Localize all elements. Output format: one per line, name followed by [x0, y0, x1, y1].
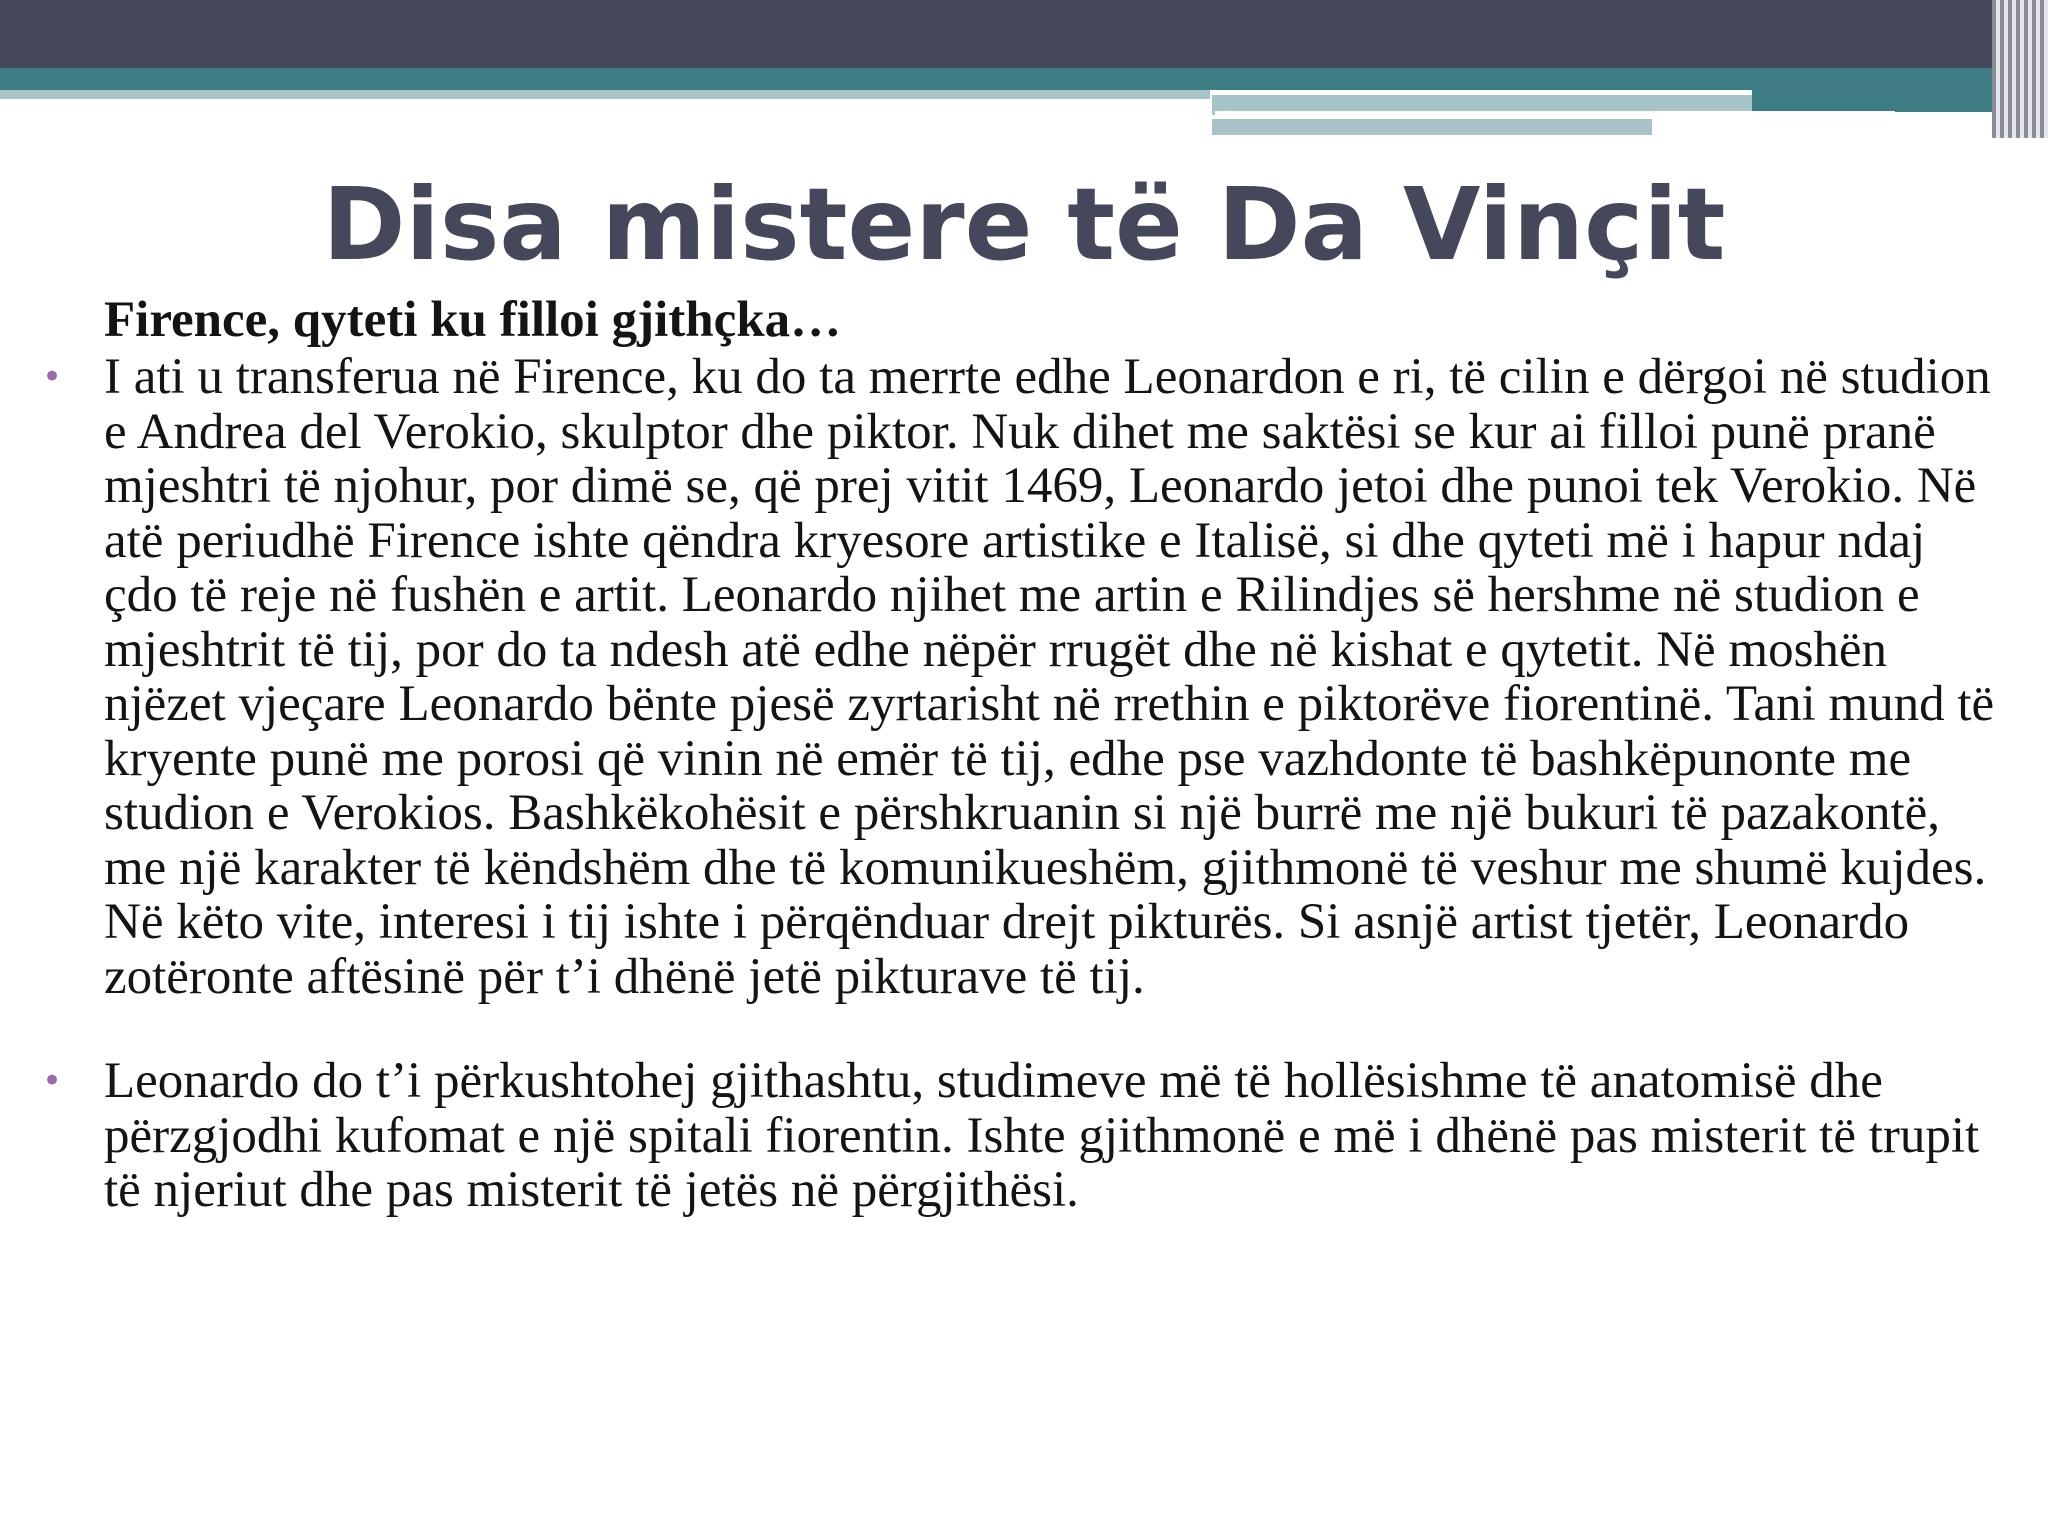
header-teal-bar: [0, 68, 1992, 90]
header-white-line: [1215, 111, 1895, 115]
bullet-item: [42, 1053, 2004, 1218]
bullet-dot-icon: •: [42, 1061, 63, 1101]
bullet-dot-icon: •: [42, 357, 63, 397]
header-light-bar-left: [0, 90, 1210, 99]
bullet-item: [42, 349, 2004, 1005]
header-light-bar-right-lower: [1212, 119, 1652, 135]
slide-title: Disa mistere të Da Vinçit: [322, 166, 1726, 283]
header-dark-bar: [0, 0, 1992, 68]
slide-body: [42, 290, 2004, 1218]
bullet-text: I ati u transferua në Firence, ku do ta merrte edhe Leonardon e ri, të cilin e dërgoi në studion e Andrea del Verokio, skulptor dhe piktor. Nuk dihet me saktësi se kur ai filloi punë pranë mjeshtri të njohur, por dimë se, që prej vitit 1469, Leonardo jetoi dhe punoi tek Verokio. Në atë periudhë Firence ishte qëndra kryesore artistike e Italisë, si dhe qyteti më i hapur ndaj çdo të reje në fushën e artit. Leonardo njihet me artin e Rilindjes së hershme në studion e mjeshtrit të tij, por do ta ndesh atë edhe nëpër rrugët dhe në kishat e qytetit. Në moshën njëzet vjeçare Leonardo bënte pjesë zyrtarisht në rrethin e piktorëve fiorentinë. Tani mund të kryente punë me porosi që vinin në emër të tij, edhe pse vazhdonte të bashkëpunonte me studion e Verokios. Bashkëkohësit e përshkruanin si një burrë me një bukuri të pazakontë, me një karakter të këndshëm dhe të komunikueshëm, gjithmonë të veshur me shumë kujdes. Në këto vite, interesi i tij ishte i përqënduar drejt pikturës. Si asnjë artist tjetër, Leonardo zotëronte aftësinë për t’i dhënë jetë pikturave të tij.: [104, 349, 1995, 1005]
slide-subheading: Firence, qyteti ku filloi gjithçka…: [104, 292, 842, 348]
header-teal-bar-right: [1752, 90, 1992, 112]
bullet-list: [42, 349, 2004, 1218]
bullet-text: Leonardo do t’i përkushtohej gjithashtu, studimeve më të hollësishme të anatomisë dhe përzgjodhi kufomat e një spitali fiorentin. Ishte gjithmonë e më i dhënë pas misterit të trupit të njeriut dhe pas misterit të jetës në përgjithësi.: [104, 1053, 1980, 1218]
header-edge-stripes: [1992, 0, 2048, 138]
